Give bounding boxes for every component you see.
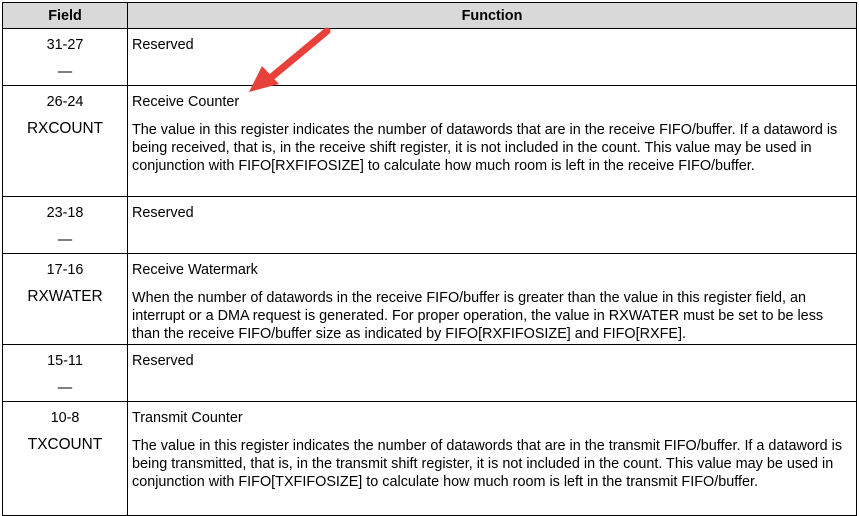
table-row xyxy=(3,86,857,197)
bit-range: 15-11 xyxy=(47,353,83,369)
bit-range: 31-27 xyxy=(46,37,84,53)
table-row xyxy=(3,197,857,254)
function-cell xyxy=(128,29,857,86)
function-cell xyxy=(128,197,857,254)
function-cell xyxy=(128,402,857,516)
function-description: The value in this register indicates the number of datawords that are in the transmit FIFO/buffer. If a dataword is being transmitted, that is, in the transmit shift register, it is not included in the count. This value may be used in conjunction with FIFO[TXFIFOSIZE] to calculate how much room is left in the transmit FIFO/buffer. xyxy=(132,438,843,490)
bit-range: 23-18 xyxy=(46,205,84,221)
field-name-dash: — xyxy=(57,380,73,396)
function-title: Reserved xyxy=(132,37,194,53)
field-cell xyxy=(3,345,128,402)
field-name-dash: — xyxy=(57,232,73,248)
table-row xyxy=(3,29,857,86)
field-name-dash: — xyxy=(57,64,73,80)
bit-range: 10-8 xyxy=(50,410,80,426)
register-field-table xyxy=(2,2,857,516)
table-row xyxy=(3,402,857,516)
field-name: RXWATER xyxy=(27,288,103,305)
function-cell xyxy=(128,86,857,197)
table-row xyxy=(3,345,857,402)
function-column-header: Function xyxy=(128,3,857,29)
field-cell xyxy=(3,197,128,254)
field-column-header: Field xyxy=(3,3,128,29)
function-description: When the number of datawords in the receive FIFO/buffer is greater than the value in this register field, an interrupt or a DMA request is generated. For proper operation, the value in RXWATER must be set to be less than the receive FIFO/buffer size as indicated by FIFO[RXFIFOSIZE] and FIFO[RXFE]. xyxy=(132,290,824,342)
field-cell xyxy=(3,29,128,86)
function-title: Reserved xyxy=(132,205,194,221)
table-row xyxy=(3,254,857,345)
field-name: RXCOUNT xyxy=(26,120,104,137)
bit-range: 17-16 xyxy=(46,262,84,278)
field-cell xyxy=(3,254,128,345)
field-cell xyxy=(3,402,128,516)
function-description: The value in this register indicates the number of datawords that are in the receive FIFO/buffer. If a dataword is being received, that is, in the receive shift register, it is not included in the count. This value may be used in conjunction with FIFO[RXFIFOSIZE] to calculate how much room is left in the receive FIFO/buffer. xyxy=(132,122,838,174)
function-title: Receive Watermark xyxy=(132,262,258,278)
field-name: TXCOUNT xyxy=(27,436,103,453)
function-cell xyxy=(128,254,857,345)
table-header-row xyxy=(3,3,857,29)
function-cell xyxy=(128,345,857,402)
function-title: Receive Counter xyxy=(132,94,240,110)
function-title: Reserved xyxy=(132,353,194,369)
field-cell xyxy=(3,86,128,197)
function-title: Transmit Counter xyxy=(132,410,243,426)
bit-range: 26-24 xyxy=(46,94,84,110)
